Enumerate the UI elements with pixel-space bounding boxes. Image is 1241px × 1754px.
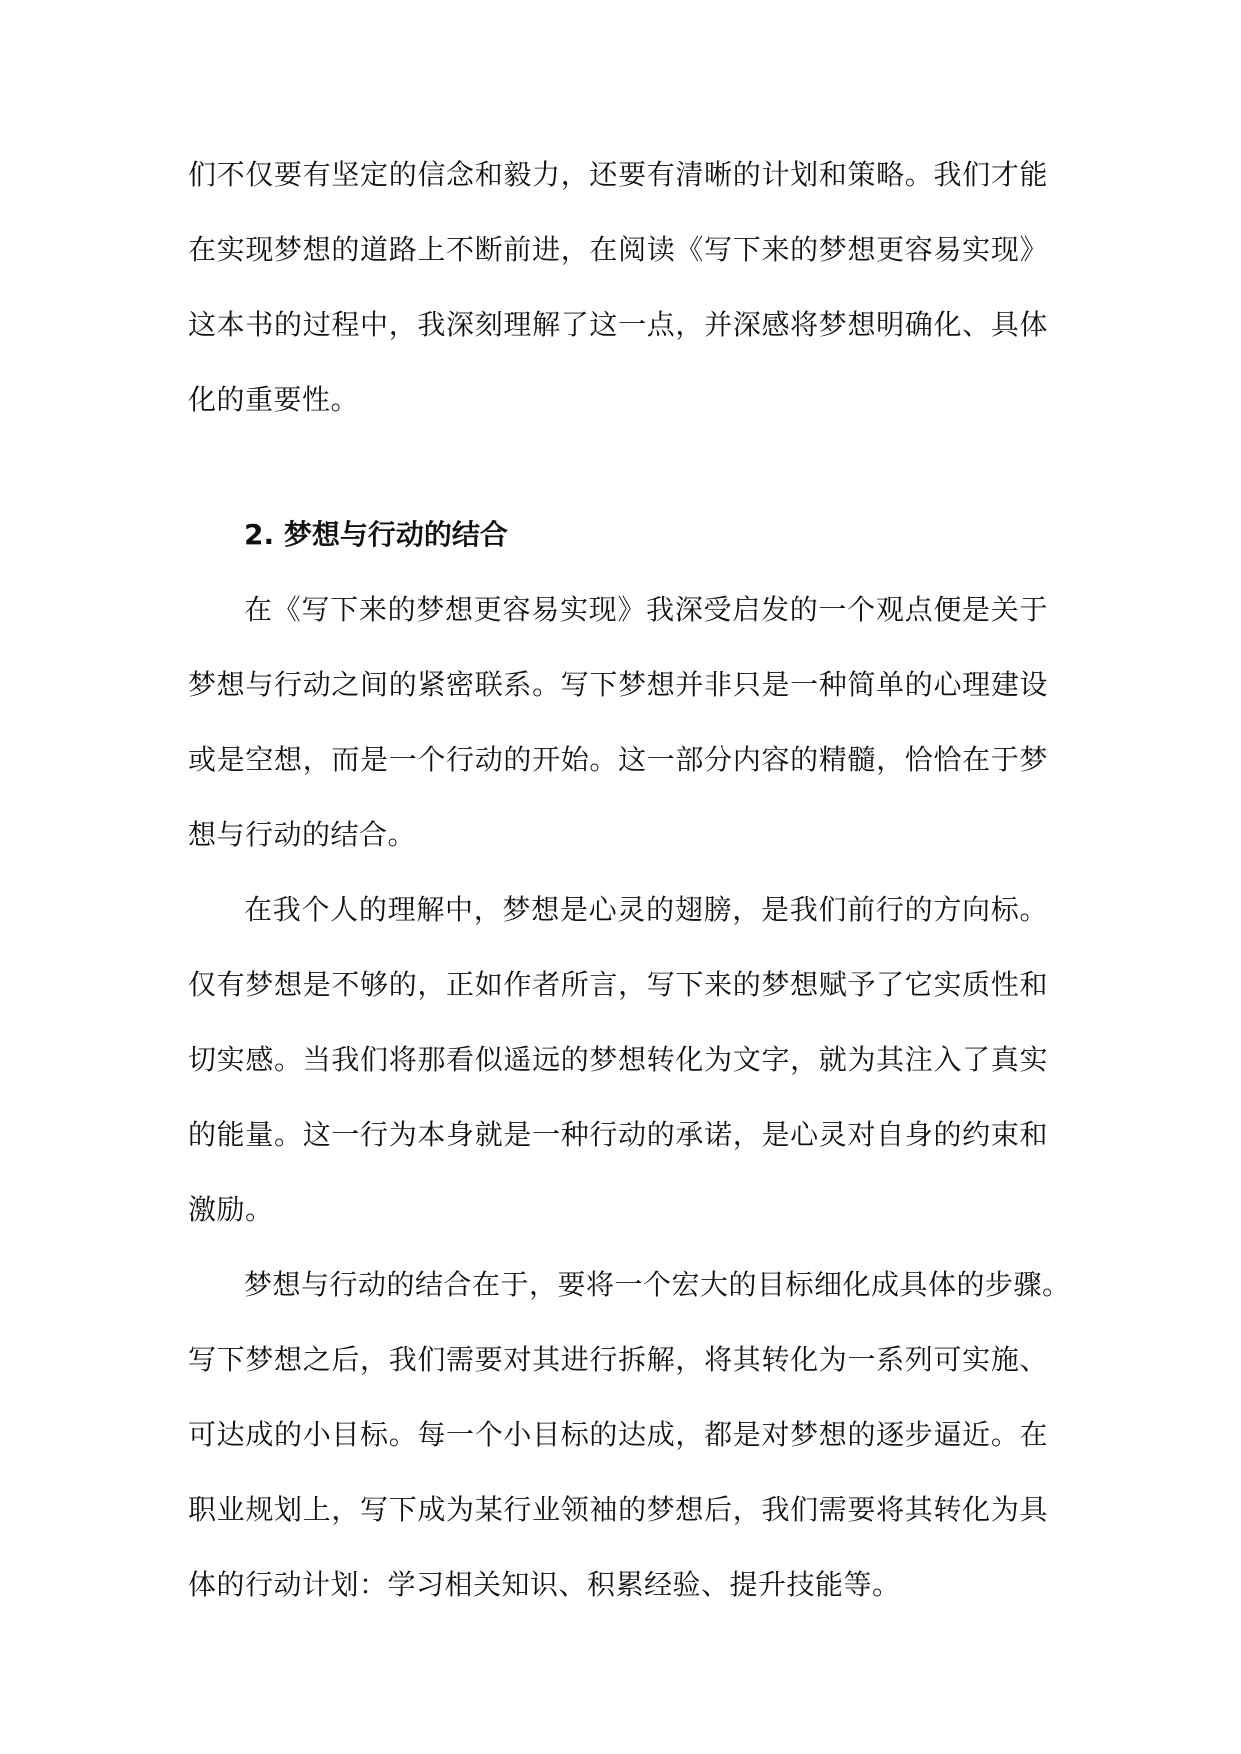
text-line: 体的行动计划：学习相关知识、积累经验、提升技能等。 [188,1568,901,1601]
text-line: 可达成的小目标。每一个小目标的达成，都是对梦想的逐步逼近。在 [188,1418,1048,1451]
paragraph-2 [188,572,1048,872]
text-line: 切实感。当我们将那看似遥远的梦想转化为文字，就为其注入了真实 [188,1043,1048,1076]
text-line: 这本书的过程中，我深刻理解了这一点，并深感将梦想明确化、具体 [188,308,1048,341]
document-body [188,137,1071,1622]
text-line: 梦想与行动之间的紧密联系。写下梦想并非只是一种简单的心理建设 [188,668,1048,701]
text-line: 在《写下来的梦想更容易实现》我深受启发的一个观点便是关于 [244,593,1048,626]
text-line: 职业规划上，写下成为某行业领袖的梦想后，我们需要将其转化为具 [188,1493,1048,1526]
text-line: 想与行动的结合。 [188,818,417,851]
text-line: 在实现梦想的道路上不断前进，在阅读《写下来的梦想更容易实现》 [188,233,1048,266]
text-line: 梦想与行动的结合在于，要将一个宏大的目标细化成具体的步骤。 [244,1268,1071,1301]
text-line: 或是空想，而是一个行动的开始。这一部分内容的精髓，恰恰在于梦 [188,743,1048,776]
section-heading: 2. 梦想与行动的结合 [244,518,508,551]
text-line: 激励。 [188,1193,274,1226]
paragraph-1 [188,137,1048,437]
text-line: 仅有梦想是不够的，正如作者所言，写下来的梦想赋予了它实质性和 [188,968,1048,1001]
text-line: 在我个人的理解中，梦想是心灵的翅膀，是我们前行的方向标。 [244,893,1048,926]
text-line: 们不仅要有坚定的信念和毅力，还要有清晰的计划和策略。我们才能 [188,158,1048,191]
text-line: 写下梦想之后，我们需要对其进行拆解，将其转化为一系列可实施、 [188,1343,1048,1376]
paragraph-3 [188,872,1048,1247]
text-line: 化的重要性。 [188,383,360,416]
text-line: 的能量。这一行为本身就是一种行动的承诺，是心灵对自身的约束和 [188,1118,1048,1151]
paragraph-4 [188,1247,1071,1622]
